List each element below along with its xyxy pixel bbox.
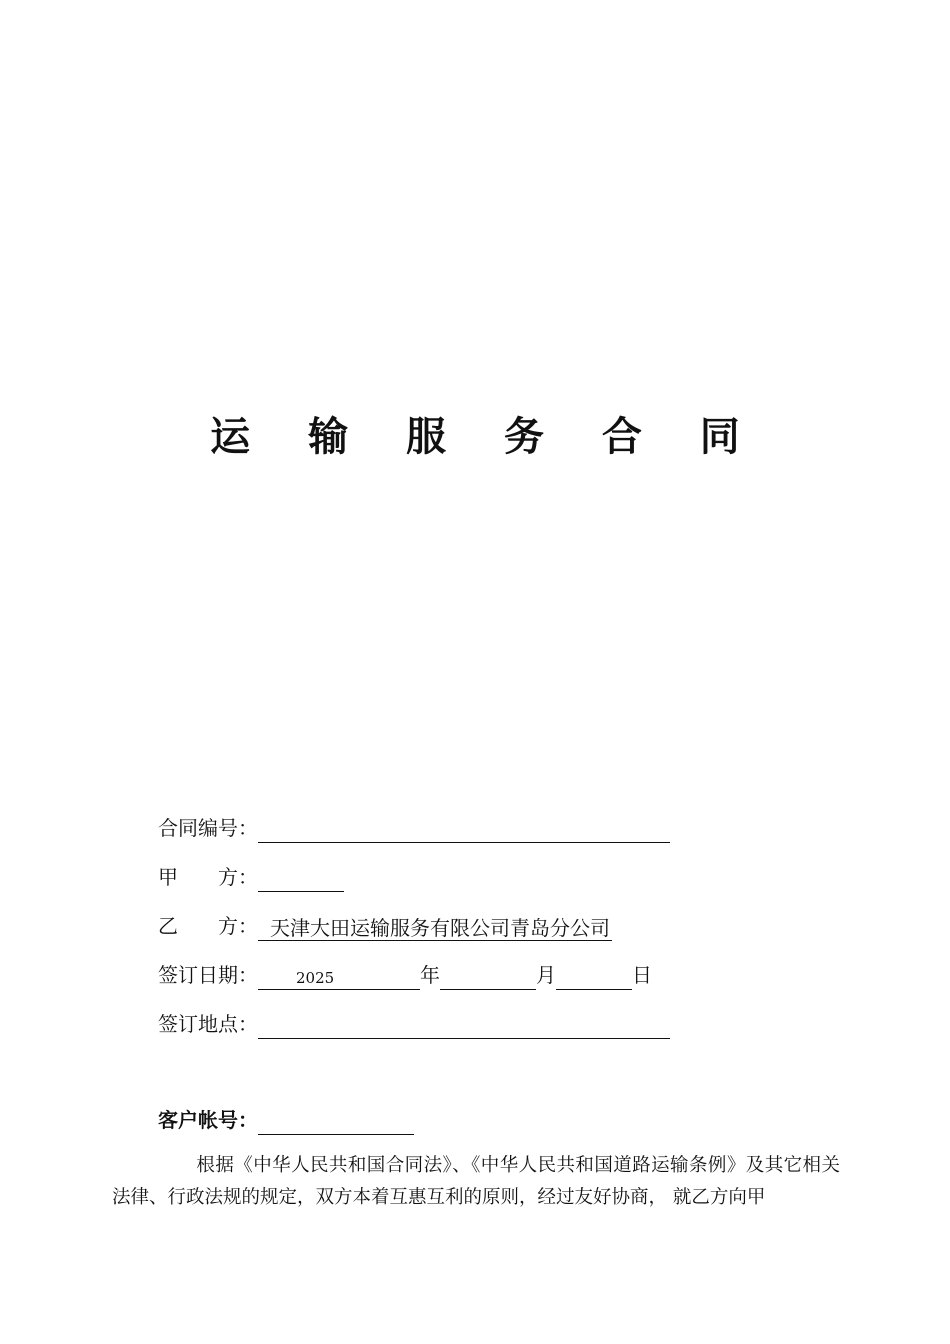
contract-number-label: 合同编号：	[158, 816, 258, 840]
year-unit: 年	[420, 963, 440, 987]
contract-number-row	[158, 813, 670, 843]
day-unit: 日	[632, 963, 652, 987]
intro-paragraph-text: 根据《中华人民共和国合同法》、《中华人民共和国道路运输条例》及其它相关法律、行政法规的规定，双方本着互惠互利的原则，经过友好协商， 就乙方向甲	[112, 1155, 840, 1208]
party-b-label: 乙 方：	[158, 914, 258, 938]
party-b-row	[158, 911, 612, 941]
party-b-value: 天津大田运输服务有限公司青岛分公司	[258, 916, 612, 941]
customer-account-label: 客户帐号：	[158, 1108, 258, 1132]
sign-date-label: 签订日期：	[158, 963, 258, 987]
sign-place-label: 签订地点：	[158, 1012, 258, 1036]
party-a-label: 甲 方：	[158, 865, 258, 889]
contract-number-blank	[258, 820, 670, 843]
sign-date-row	[158, 960, 652, 990]
day-blank	[556, 967, 632, 990]
sign-place-row	[158, 1009, 670, 1039]
sign-date-year: 2025	[258, 966, 420, 990]
party-a-blank	[258, 869, 344, 892]
month-unit: 月	[536, 963, 556, 987]
party-a-row	[158, 862, 344, 892]
customer-account-row	[158, 1105, 414, 1135]
intro-paragraph	[112, 1150, 840, 1214]
month-blank	[440, 967, 536, 990]
customer-account-blank	[258, 1112, 414, 1135]
document-title: 运 输 服 务 合 同	[210, 414, 762, 460]
sign-place-blank	[258, 1016, 670, 1039]
